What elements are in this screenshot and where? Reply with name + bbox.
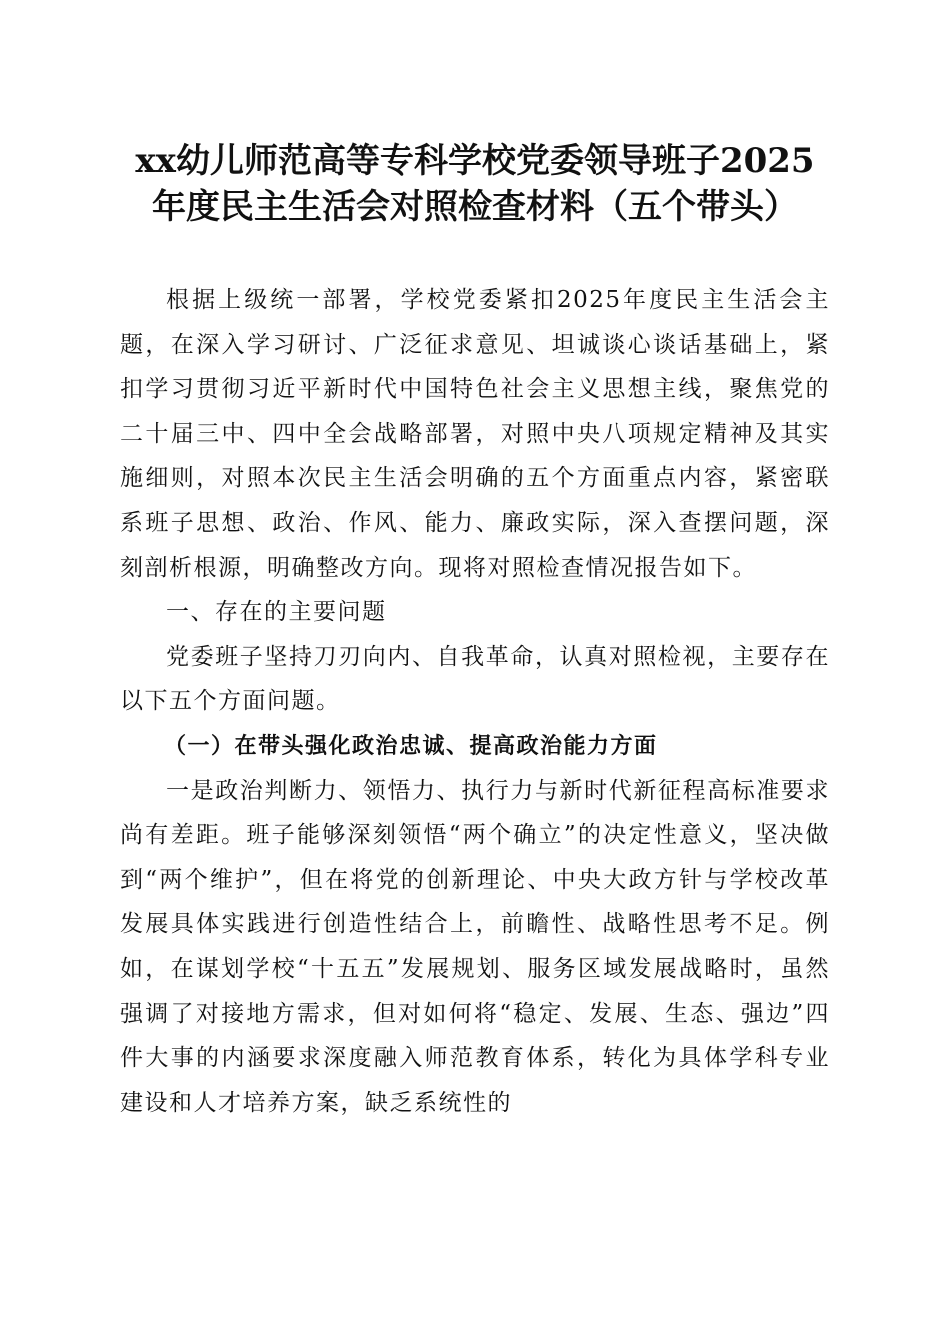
intro-paragraph: 根据上级统一部署，学校党委紧扣2025年度民主生活会主题，在深入学习研讨、广泛征求意见、坦诚谈心谈话基础上，紧扣学习贯彻习近平新时代中国特色社会主义思想主线，聚焦党的二十届三中、四中全会战略部署，对照中央八项规定精神及其实施细则，对照本次民主生活会明确的五个方面重点内容，紧密联系班子思想、政治、作风、能力、廉政实际，深入查摆问题，深刻剖析根源，明确整改方向。现将对照检查情况报告如下。	[120, 287, 830, 581]
document-title	[120, 138, 830, 230]
section-intro-paragraph: 党委班子坚持刀刃向内、自我革命，认真对照检视，主要存在以下五个方面问题。	[120, 643, 830, 715]
title-line-1: xx幼儿师范高等专科学校党委领导班子2025	[135, 141, 815, 181]
section-heading-problems: 一、存在的主要问题	[166, 599, 387, 626]
subsection-heading-political: （一）在带头强化政治忠诚、提高政治能力方面	[164, 732, 658, 759]
point-one-paragraph: 一是政治判断力、领悟力、执行力与新时代新征程高标准要求尚有差距。班子能够深刻领悟“两个确立”的决定性意义，坚决做到“两个维护”，但在将党的创新理论、中央大政方针与学校改革发展具体实践进行创造性结合上，前瞻性、战略性思考不足。例如，在谋划学校“十五五”发展规划、服务区域发展战略时，虽然强调了对接地方需求，但对如何将“稳定、发展、生态、强边”四件大事的内涵要求深度融入师范教育体系，转化为具体学科专业建设和人才培养方案，缺乏系统性的	[120, 777, 830, 1116]
document-body	[120, 278, 830, 1125]
title-line-2: 年度民主生活会对照检查材料（五个带头）	[152, 187, 798, 227]
